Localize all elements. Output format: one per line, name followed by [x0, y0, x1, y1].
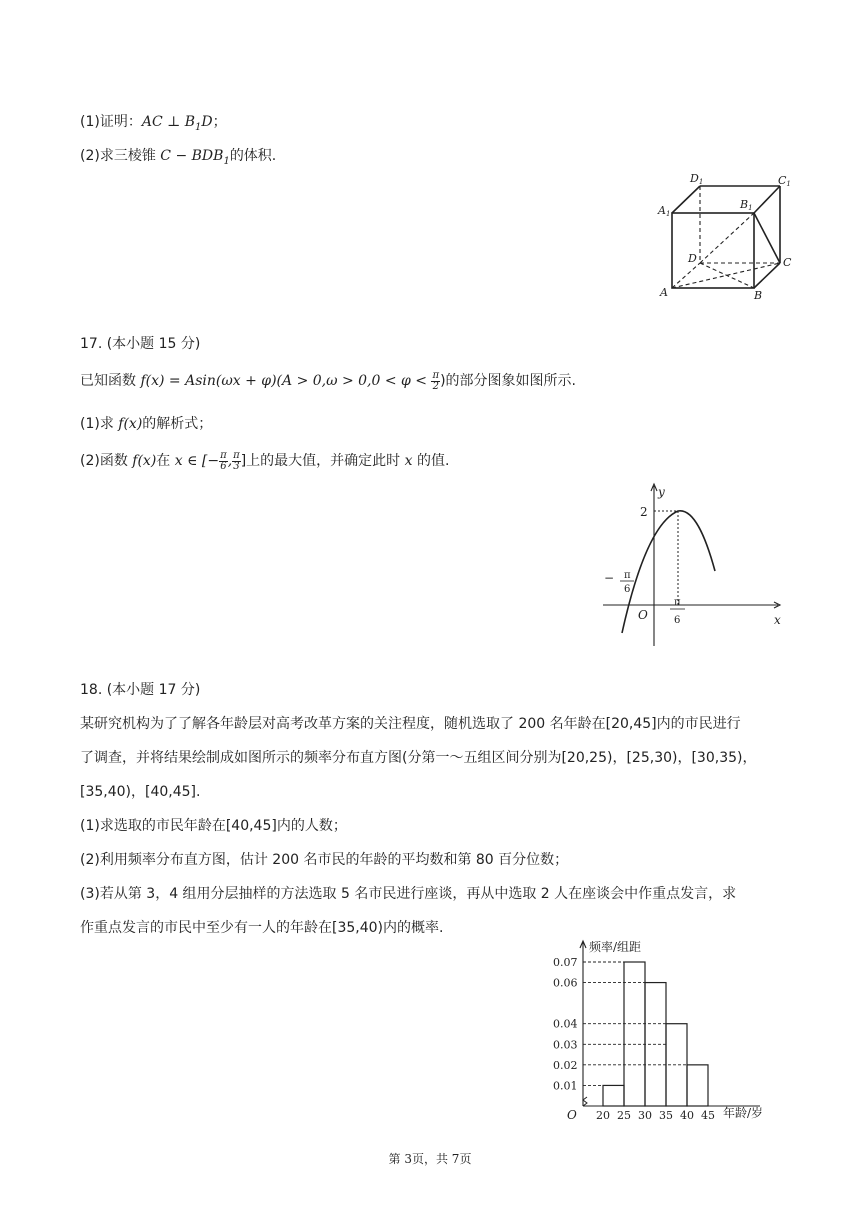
neg-den: 6	[624, 584, 631, 595]
pos-den: 6	[674, 615, 681, 626]
x-tick-label: 25	[617, 1109, 631, 1122]
q18-stem-line3: [35,40)，[40,45].	[80, 784, 201, 800]
label-C1: C1	[778, 174, 791, 188]
q18-stem-line2: 了调查，并将结果绘制成如图所示的频率分布直方图(分第一～五组区间分别为[20,25)，[25,30)，[30,35)，	[80, 750, 757, 766]
label-B1: B1	[740, 198, 753, 212]
histogram-bar	[603, 1085, 624, 1106]
y-tick-label: 0.03	[553, 1038, 578, 1052]
histogram-bar	[687, 1065, 708, 1106]
q18-part2: (2)利用频率分布直方图，估计 200 名市民的年龄的平均数和第 80 百分位数；	[80, 852, 569, 868]
q17-stem: 已知函数 f(x) = Asin(ωx + φ)(A > 0,ω > 0,0 < φ < $\frac{\pi}{2}$ )的部分图象如图所示.	[80, 369, 576, 392]
y-tick-label: 0.06	[553, 976, 578, 990]
histogram-bar	[624, 962, 645, 1106]
label-C: C	[783, 256, 792, 269]
pos-num: π	[674, 597, 681, 608]
hist-ylabel: 频率/组距	[589, 940, 642, 954]
page-footer: 第 3页，共 7页	[388, 1152, 472, 1166]
x-label: x	[774, 613, 781, 627]
frequency-histogram	[545, 938, 785, 1123]
q18-part3-line2: 作重点发言的市民中至少有一人的年龄在[35,40)内的概率.	[80, 920, 444, 936]
neg-minus: −	[604, 571, 615, 585]
sine-graph	[598, 478, 793, 648]
cube-figure	[652, 168, 802, 303]
x-tick-label: 45	[701, 1109, 715, 1122]
axis-break	[583, 1097, 587, 1106]
q16-part1: (1)证明：AC ⊥ $B_1D$；	[80, 114, 227, 133]
label-D: D	[688, 252, 697, 265]
y-tick-label: 0.04	[553, 1017, 578, 1031]
neg-num: π	[624, 570, 631, 581]
label-A1: A1	[658, 204, 671, 218]
label-B: B	[754, 289, 763, 302]
max-label: 2	[640, 505, 648, 519]
q17-part2: (2)函数 f(x)在 x ∈ [− $\frac{\pi}{6}$ , $\frac{\pi}{3}$ ]上的最大值，并确定此时 x 的值.	[80, 449, 450, 472]
x-tick-label: 40	[680, 1109, 694, 1122]
y-label: y	[658, 485, 665, 499]
x-tick-label: 30	[638, 1109, 652, 1122]
hist-origin: O	[567, 1108, 577, 1122]
q18-part3-line1: (3)若从第 3，4 组用分层抽样的方法选取 5 名市民进行座谈，再从中选取 2 人在座谈会中作重点发言，求	[80, 886, 737, 902]
sine-curve	[622, 511, 715, 633]
y-tick-label: 0.02	[553, 1058, 578, 1072]
label-A: A	[660, 286, 668, 299]
q17-part1: (1)求 f(x)的解析式；	[80, 416, 213, 432]
q18-part1: (1)求选取的市民年龄在[40,45]内的人数；	[80, 818, 347, 834]
q17-header: 17. (本小题 15 分)	[80, 336, 201, 352]
y-tick-label: 0.07	[553, 956, 578, 969]
y-tick-label: 0.01	[553, 1079, 578, 1093]
x-tick-label: 20	[596, 1109, 610, 1122]
hist-xlabel: 年龄/岁	[723, 1106, 764, 1120]
q18-header: 18. (本小题 17 分)	[80, 682, 201, 698]
origin-label: O	[638, 608, 648, 622]
q16-part2: (2)求三棱锥 $C - BDB_1$的体积.	[80, 148, 277, 167]
x-tick-label: 35	[659, 1109, 673, 1122]
q18-stem-line1: 某研究机构为了了解各年龄层对高考改革方案的关注程度，随机选取了 200 名年龄在[20,45]内的市民进行	[80, 716, 741, 732]
label-D1: D1	[690, 172, 704, 186]
